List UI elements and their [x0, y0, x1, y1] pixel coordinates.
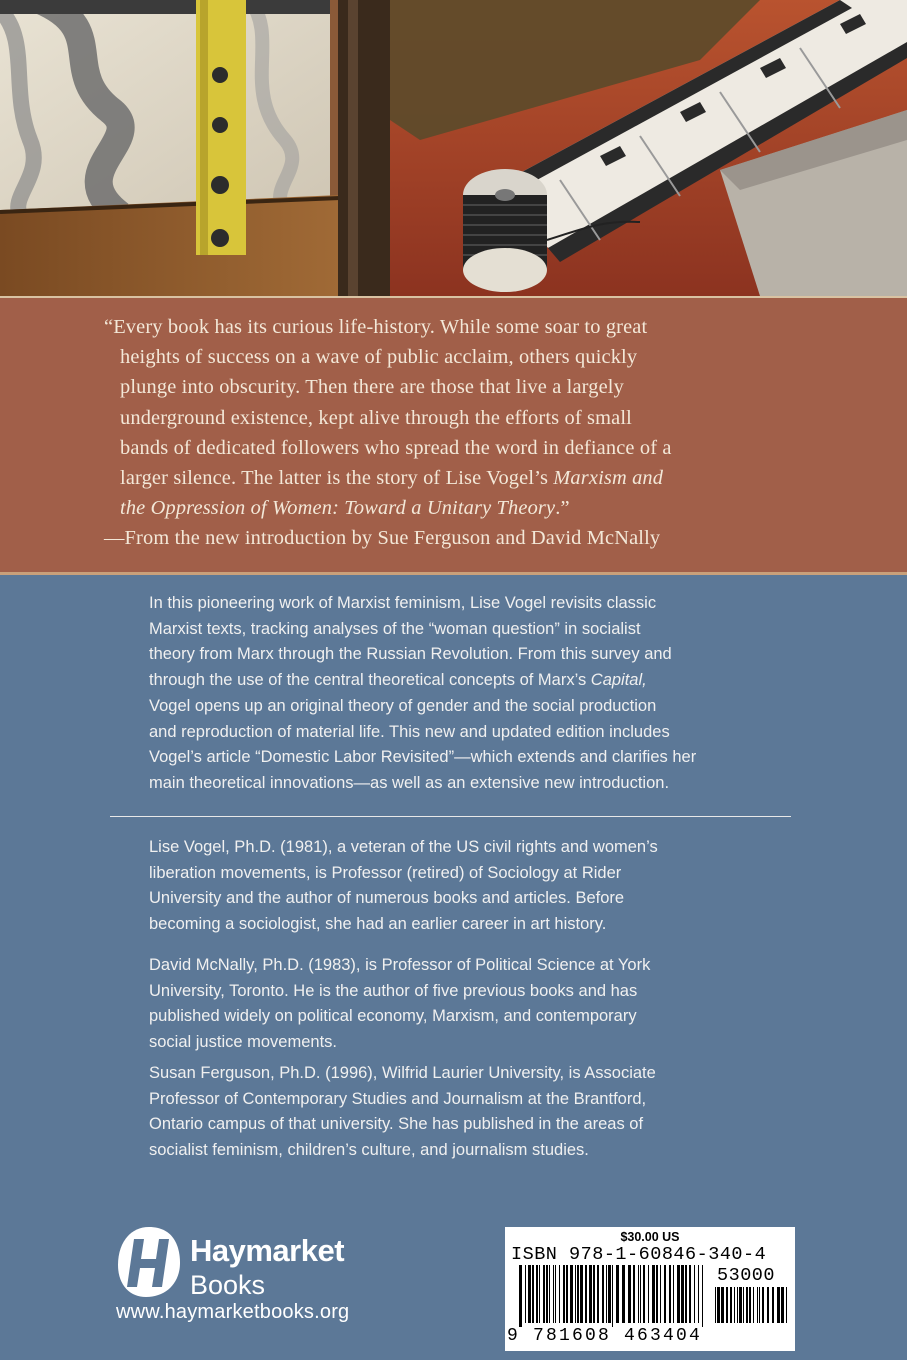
description-line: Vogel opens up an original theory of gender and the social production [149, 696, 657, 715]
description-line: Marxist texts, tracking analyses of the “woman question” in socialist [149, 619, 641, 638]
haymarket-h-logo-icon [116, 1225, 182, 1299]
barcode-bar [648, 1265, 649, 1323]
quote-line [104, 463, 824, 493]
barcode-bar [698, 1265, 699, 1323]
barcode-bar [673, 1265, 674, 1323]
bio-david-mcnally [149, 953, 829, 1056]
quote-line: bands of dedicated followers who spread the word in defiance of a [120, 436, 672, 459]
barcode-bar [546, 1265, 548, 1323]
barcode-bar [677, 1265, 680, 1323]
barcode-bar [543, 1265, 545, 1323]
bio-line: socialist feminism, children’s culture, and journalism studies. [149, 1141, 589, 1160]
barcode-bar [757, 1287, 758, 1323]
barcode-bar [746, 1287, 748, 1323]
description-text: through the use of the central theoretical concepts of Marx’s [149, 671, 591, 690]
barcode-bar [528, 1265, 531, 1323]
bio-line: David McNally, Ph.D. (1983), is Professor of Political Science at York [149, 956, 651, 974]
barcode-bar [689, 1265, 691, 1323]
bio-line: becoming a sociologist, she had an earlier career in art history. [149, 915, 607, 934]
barcode-bar [593, 1265, 595, 1323]
barcode-bar [555, 1265, 556, 1323]
barcode-bar [622, 1265, 625, 1323]
quote-attribution: —From the new introduction by Sue Ferguson and David McNally [104, 527, 661, 550]
barcode-bar [753, 1287, 754, 1323]
barcode-bar [734, 1287, 735, 1323]
publisher-books: Books [190, 1270, 266, 1300]
barcode-bar [652, 1265, 655, 1323]
barcode-bar [643, 1265, 645, 1323]
price-label: $30.00 US [620, 1230, 680, 1244]
barcode-bar [577, 1265, 579, 1323]
bio-line: Lise Vogel, Ph.D. (1981), a veteran of the US civil rights and women’s [149, 838, 658, 856]
book-description [149, 591, 829, 797]
barcode-bar [702, 1265, 703, 1327]
barcode-bar [608, 1265, 611, 1323]
barcode-bar [549, 1265, 550, 1323]
barcode-bar [786, 1287, 787, 1323]
barcode-bar [606, 1265, 607, 1323]
divider [110, 816, 791, 817]
barcode-bar [566, 1265, 568, 1323]
barcode-bar [656, 1265, 658, 1323]
barcode-bar [739, 1287, 742, 1323]
isbn-text: ISBN 978-1-60846-340-4 [511, 1244, 767, 1265]
barcode-bar [730, 1287, 732, 1323]
bio-line: Susan Ferguson, Ph.D. (1996), Wilfrid Laurier University, is Associate [149, 1064, 656, 1082]
price-barcode-bars [715, 1287, 789, 1327]
description-line: and reproduction of material life. This new and updated edition includes [149, 722, 670, 741]
quote-line-text: larger silence. The latter is the story of Lise Vogel’s [120, 467, 554, 490]
bio-susan-ferguson [149, 1061, 829, 1164]
bio-line: University and the author of numerous books and articles. Before [149, 889, 625, 908]
barcode-bar [759, 1287, 760, 1323]
barcode-bar [532, 1265, 534, 1323]
barcode-bar [767, 1287, 769, 1323]
quote-band [0, 296, 907, 575]
barcode-bar [563, 1265, 565, 1323]
description-line: theory from Marx through the Russian Revolution. From this survey and [149, 645, 672, 664]
description-line: Vogel’s article “Domestic Labor Revisited”—which extends and clarifies her [149, 748, 697, 767]
bio-line: social justice movements. [149, 1033, 337, 1052]
quote-line: heights of success on a wave of public acclaim, others quickly [120, 346, 638, 369]
barcode-bar [602, 1265, 604, 1323]
barcode-bar [589, 1265, 592, 1323]
barcode-bar [597, 1265, 599, 1323]
ean-barcode-bars [519, 1265, 705, 1327]
barcode-bar [580, 1265, 583, 1323]
bio-line: liberation movements, is Professor (retired) of Sociology at Rider [149, 863, 622, 882]
barcode-bar [685, 1265, 687, 1323]
bio-line: Ontario campus of that university. She has published in the areas of [149, 1115, 644, 1134]
barcode-bar [781, 1287, 784, 1323]
barcode-bar [717, 1287, 720, 1323]
isbn-barcode [505, 1227, 795, 1351]
book-title-part1: Marxism and [553, 467, 664, 490]
barcode-bar [628, 1265, 631, 1323]
description-line [149, 668, 829, 694]
ean-digits: 9 781608 463404 [507, 1326, 703, 1346]
quote-line: plunge into obscurity. Then there are those that live a largely [120, 376, 624, 399]
barcode-bar [553, 1265, 554, 1323]
publisher-name: Haymarket [190, 1233, 345, 1268]
barcode-bar [664, 1265, 666, 1323]
barcode-bar [519, 1265, 522, 1327]
barcode-bar [612, 1265, 613, 1327]
quote-line [104, 493, 824, 523]
barcode-bar [772, 1287, 774, 1323]
description-line: main theoretical innovations—as well as an extensive new introduction. [149, 773, 670, 792]
painting-of-spool-and-film-strip-icon [0, 0, 907, 296]
back-cover-body [0, 575, 907, 1360]
price-code: 53000 [717, 1265, 776, 1286]
bio-line: University, Toronto. He is the author of five previous books and has [149, 981, 638, 1000]
barcode-bar [762, 1287, 764, 1323]
promo-quote [104, 312, 824, 554]
barcode-bar [616, 1265, 619, 1323]
barcode-bar [715, 1287, 716, 1323]
barcode-bar [669, 1265, 671, 1323]
book-title-part2: the Oppression of Women: Toward a Unitary Theory [120, 497, 556, 520]
barcode-bar [681, 1265, 684, 1323]
barcode-bar [638, 1265, 639, 1323]
capital-title: Capital, [590, 671, 647, 690]
barcode-bar [585, 1265, 587, 1323]
barcode-bar [575, 1265, 576, 1323]
barcode-bar [694, 1265, 695, 1323]
barcode-bar [743, 1287, 744, 1323]
barcode-bar [559, 1265, 560, 1323]
barcode-bar [721, 1287, 724, 1323]
quote-line: “Every book has its curious life-history. While some soar to great [104, 316, 648, 338]
barcode-bar [777, 1287, 780, 1323]
publisher-website: www.haymarketbooks.org [116, 1301, 350, 1323]
barcode-bar [749, 1287, 751, 1323]
quote-closing: .” [555, 497, 570, 520]
description-line: In this pioneering work of Marxist feminism, Lise Vogel revisits classic [149, 594, 657, 612]
bio-lise-vogel [149, 835, 829, 938]
barcode-bar [570, 1265, 573, 1323]
barcode-bar [536, 1265, 538, 1323]
barcode-bar [726, 1287, 728, 1323]
barcode-bar [633, 1265, 635, 1323]
barcode-bar [539, 1265, 540, 1323]
cover-painting [0, 0, 907, 296]
barcode-bar [737, 1287, 738, 1323]
quote-line: underground existence, kept alive through the efforts of small [120, 406, 632, 429]
bio-line: Professor of Contemporary Studies and Journalism at the Brantford, [149, 1089, 647, 1108]
barcode-bar [640, 1265, 641, 1323]
barcode-bar [660, 1265, 661, 1323]
barcode-bar [525, 1265, 526, 1323]
bio-line: published widely on political economy, Marxism, and contemporary [149, 1007, 637, 1026]
